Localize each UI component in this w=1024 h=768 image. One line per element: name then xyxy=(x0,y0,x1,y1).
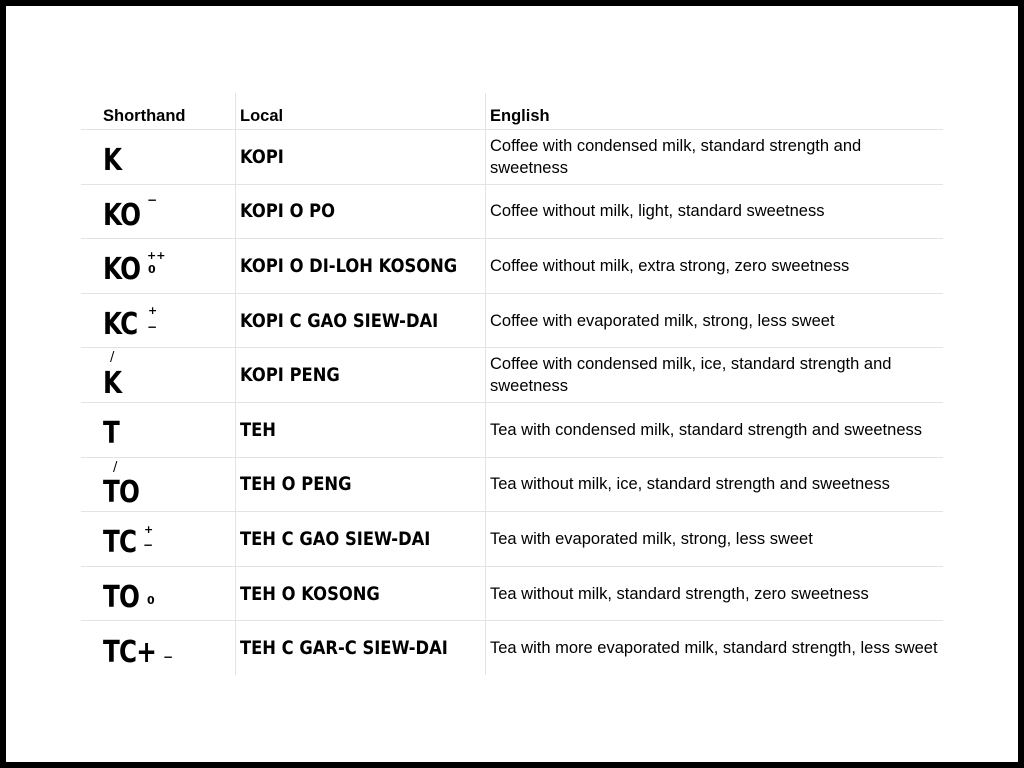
english-cell xyxy=(485,348,943,402)
english-cell xyxy=(485,512,943,566)
table-row xyxy=(81,402,943,457)
shorthand-code: K xyxy=(103,143,122,179)
english-cell xyxy=(485,130,943,184)
sweetness-modifier: − xyxy=(143,538,154,553)
shorthand-code: TC+ xyxy=(103,634,156,670)
local-cell xyxy=(235,512,485,566)
english-cell xyxy=(485,458,943,512)
table-row xyxy=(81,566,943,621)
local-cell xyxy=(235,130,485,184)
shorthand-cell xyxy=(81,294,235,348)
sweetness-modifier: 0 xyxy=(148,263,156,277)
english-description: Coffee without milk, light, standard sweetness xyxy=(490,202,825,221)
strength-modifier: + xyxy=(148,303,158,317)
shorthand-cell xyxy=(81,621,235,675)
english-description: Tea without milk, ice, standard strength and sweetness xyxy=(490,475,890,494)
english-description: Tea with more evaporated milk, standard strength, less sweet xyxy=(490,639,938,658)
english-description: Coffee without milk, extra strong, zero sweetness xyxy=(490,256,850,275)
local-cell xyxy=(235,185,485,239)
local-name: TEH C GAO SIEW-DAI xyxy=(240,527,431,550)
shorthand-cell xyxy=(81,458,235,512)
strength-modifier: + xyxy=(144,523,154,537)
sweetness-modifier: − xyxy=(163,650,174,665)
header-shorthand: Shorthand xyxy=(103,107,186,125)
header-english: English xyxy=(485,93,943,129)
local-cell xyxy=(235,348,485,402)
local-cell xyxy=(235,621,485,675)
table-row xyxy=(81,457,943,512)
english-cell xyxy=(485,239,943,293)
english-description: Coffee with condensed milk, ice, standard strength and sweetness xyxy=(490,355,892,396)
shorthand-code: KO xyxy=(103,197,141,233)
slide xyxy=(6,6,1018,762)
drink-shorthand-table xyxy=(81,93,943,675)
shorthand-cell xyxy=(81,130,235,184)
shorthand-code: KO xyxy=(103,252,141,288)
english-cell xyxy=(485,185,943,239)
english-description: Coffee with evaporated milk, strong, less sweet xyxy=(490,311,835,330)
table-row xyxy=(81,620,943,675)
local-name: TEH C GAR-C SIEW-DAI xyxy=(240,637,448,660)
shorthand-code: K xyxy=(103,365,122,401)
ice-modifier: / xyxy=(110,350,115,366)
shorthand-cell xyxy=(81,512,235,566)
english-description: Coffee with condensed milk, standard strength and sweetness xyxy=(490,136,862,177)
local-name: KOPI xyxy=(240,145,284,168)
local-cell xyxy=(235,403,485,457)
table-row xyxy=(81,129,943,184)
local-name: TEH O KOSONG xyxy=(240,582,380,605)
english-description: Tea with condensed milk, standard strength and sweetness xyxy=(490,420,922,439)
shorthand-code: TO xyxy=(103,580,140,616)
shorthand-code: TC xyxy=(103,525,137,561)
light-modifier: − xyxy=(147,192,158,207)
sweetness-modifier: 0 xyxy=(147,593,155,607)
local-name: KOPI C GAO SIEW-DAI xyxy=(240,309,439,332)
table-row xyxy=(81,184,943,239)
english-cell xyxy=(485,621,943,675)
table-row xyxy=(81,511,943,566)
shorthand-code: TO xyxy=(103,474,140,510)
shorthand-cell xyxy=(81,348,235,402)
local-cell xyxy=(235,567,485,621)
local-name: KOPI O PO xyxy=(240,200,336,223)
strength-modifier: ++ xyxy=(147,249,166,263)
shorthand-code: T xyxy=(103,416,119,452)
english-cell xyxy=(485,403,943,457)
table-row xyxy=(81,293,943,348)
english-description: Tea without milk, standard strength, zero sweetness xyxy=(490,584,869,603)
shorthand-code: KC xyxy=(103,307,138,343)
shorthand-cell xyxy=(81,185,235,239)
local-name: KOPI O DI-LOH KOSONG xyxy=(240,254,458,277)
table-row xyxy=(81,238,943,293)
shorthand-cell xyxy=(81,239,235,293)
shorthand-cell xyxy=(81,403,235,457)
local-name: KOPI PENG xyxy=(240,364,340,387)
ice-modifier: / xyxy=(113,459,118,475)
table-header-row xyxy=(81,93,943,129)
table-row xyxy=(81,347,943,402)
local-cell xyxy=(235,239,485,293)
local-cell xyxy=(235,458,485,512)
sweetness-modifier: − xyxy=(147,319,158,334)
local-name: TEH xyxy=(240,418,276,441)
shorthand-cell xyxy=(81,567,235,621)
english-description: Tea with evaporated milk, strong, less sweet xyxy=(490,529,813,548)
local-name: TEH O PENG xyxy=(240,473,352,496)
local-cell xyxy=(235,294,485,348)
header-local: Local xyxy=(235,93,485,129)
english-cell xyxy=(485,294,943,348)
english-cell xyxy=(485,567,943,621)
